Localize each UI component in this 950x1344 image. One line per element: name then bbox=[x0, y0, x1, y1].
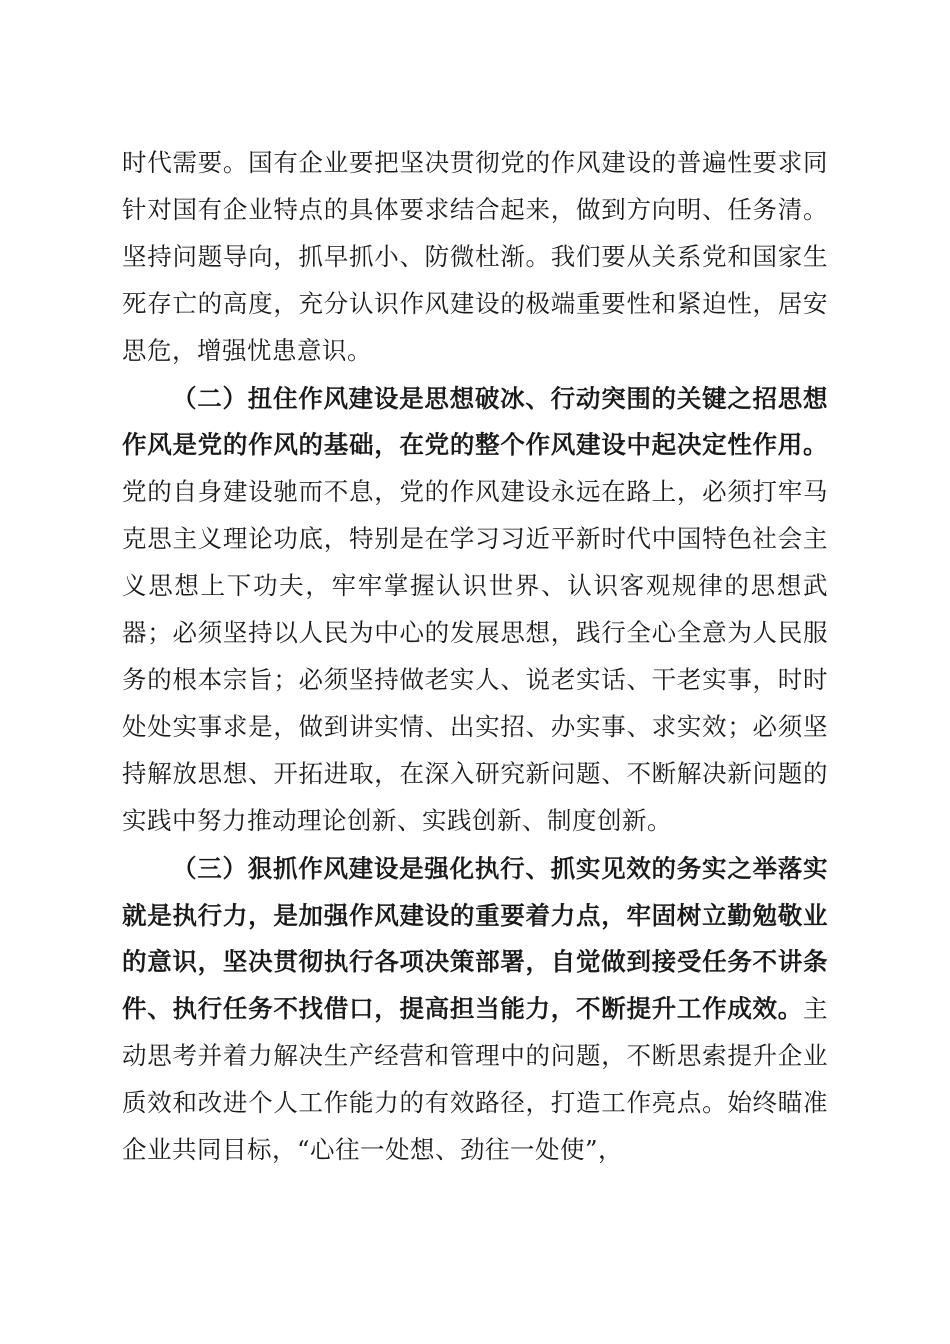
section-three-heading: （三）狠抓作风建设是强化执行、抓实见效的务实之举落实就是执行力，是加强作风建设的重要着力点，牢固树立勤勉敬业的意识，坚决贯彻执行各项决策部署，自觉做到接受任务不讲条件、执行任务不找借口，提高担当能力，不断提升工作成效。 bbox=[122, 853, 828, 1024]
paragraph-section-three bbox=[122, 846, 828, 1174]
section-two-body: 党的自身建设驰而不息，党的作风建设永远在路上，必须打牢马克思主义理论功底，特别是在学习习近平新时代中国特色社会主义思想上下功夫，牢牢掌握认识世界、认识客观规律的思想武器；必须坚持以人民为中心的发展思想，践行全心全意为人民服务的根本宗旨；必须坚持做老实人、说老实话、干老实事，时时处处实事求是，做到讲实情、出实招、办实事、求实效；必须坚持解放思想、开拓进取，在深入研究新问题、不断解决新问题的实践中努力推动理论创新、实践创新、制度创新。 bbox=[122, 477, 828, 835]
section-three-body: 主动思考并着力解决生产经营和管理中的问题，不断思索提升企业质效和改进个人工作能力的有效路径，打造工作亮点。始终瞄准企业共同目标，“心往一处想、劲往一处使”， bbox=[122, 994, 828, 1165]
paragraph-continuation bbox=[122, 140, 828, 375]
document-page bbox=[122, 140, 828, 1174]
paragraph-section-two bbox=[122, 376, 828, 845]
paragraph-text: 时代需要。国有企业要把坚决贯彻党的作风建设的普遍性要求同针对国有企业特点的具体要求结合起来，做到方向明、任务清。坚持问题导向，抓早抓小、防微杜渐。我们要从关系党和国家生死存亡的高度，充分认识作风建设的极端重要性和紧迫性，居安思危，增强忧患意识。 bbox=[122, 148, 828, 365]
section-two-heading: （二）扭住作风建设是思想破冰、行动突围的关键之招思想作风是党的作风的基础，在党的整个作风建设中起决定性作用。 bbox=[122, 383, 828, 460]
